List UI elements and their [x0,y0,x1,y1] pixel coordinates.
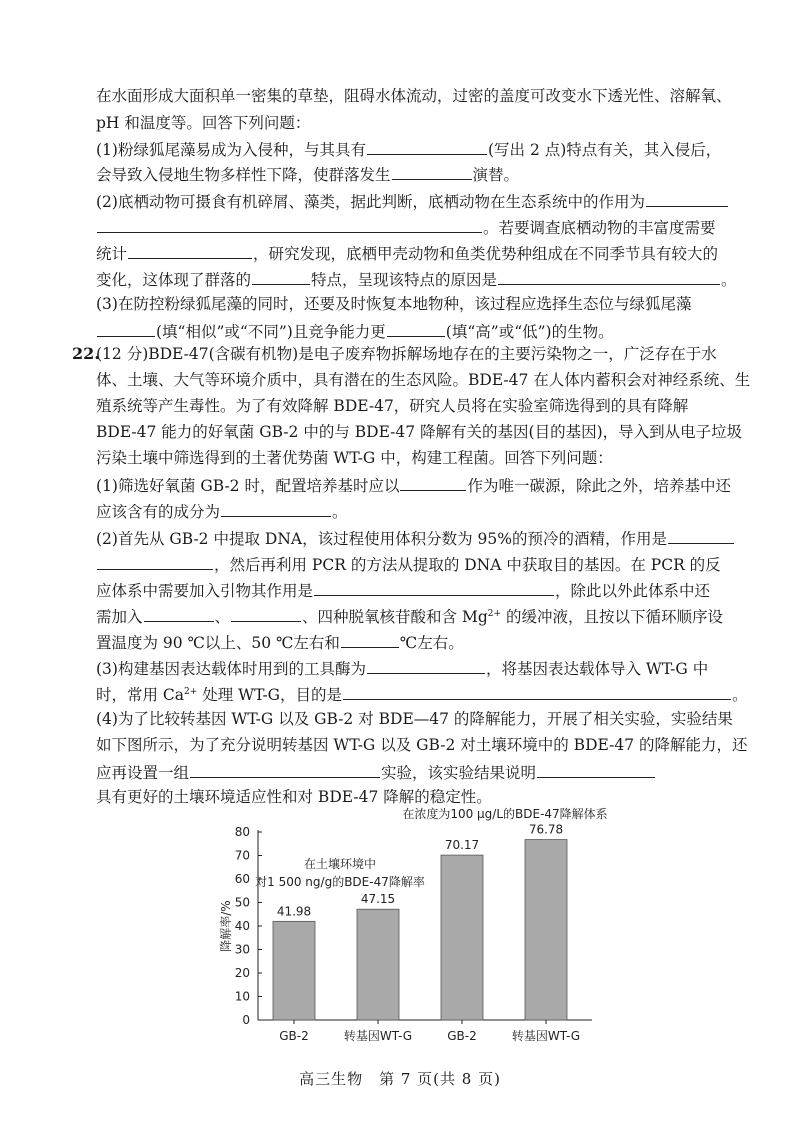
annotation-soil-line2: 对1 500 ng/g的BDE-47降解率 [255,875,425,889]
q22-stem: 殖系统等产生毒性。为了有效降解 BDE-47，研究人员将在实验室筛选得到的具有降解 [96,397,689,415]
y-axis-label: 降解率/% [219,900,233,952]
q22-part1: 应该含有的成分为 。 [96,500,732,522]
x-tick-label: 转基因WT-G [511,1029,581,1043]
q21-part1: 会导致入侵地生物多样性下降，使群落发生 演替。 [96,163,732,185]
q22-part4: 如下图所示，为了充分说明转基因 WT-G 以及 GB-2 对土壤环境中的 BDE-47 的降解能力，还 [96,736,748,754]
bar [525,840,567,1020]
y-tick-label: 70 [234,848,250,863]
data-label: 70.17 [444,838,480,853]
y-tick-label: 0 [242,1013,250,1027]
q22-stem: 体、土壤、大气等环境介质中，具有潜在的生态风险。BDE-47 在人体内蓄积会对神经系统、生 [96,371,751,389]
y-tick-label: 10 [234,989,250,1004]
data-label: 76.78 [528,822,564,837]
q21-part3: (3)在防控粉绿狐尾藻的同时，还要及时恢复本地物种，该过程应选择生态位与绿狐尾藻 [96,295,692,313]
y-tick-label: 50 [234,895,250,910]
x-tick-label: GB-2 [279,1029,309,1043]
x-tick-label: GB-2 [447,1029,477,1043]
q22-part2: 置温度为 90 ℃以上、50 ℃左右和 ℃左右。 [96,631,732,653]
q21-part2: 变化，这体现了群落的 特点，呈现该特点的原因是 。 [96,268,732,290]
y-tick-label: 80 [234,825,250,839]
bar [273,921,315,1020]
bar [357,909,399,1020]
intro-text: pH 和温度等。回答下列问题： [96,114,311,132]
data-label: 41.98 [276,904,312,919]
q22-part4: 应再设置一组 实验，该实验结果说明 [96,761,732,783]
y-tick-label: 20 [234,966,250,980]
y-tick-label: 60 [234,872,250,886]
bar [441,855,483,1020]
q22-part2: 需加入 、 、四种脱氧核苷酸和含 $Mg^{2+}$ 的缓冲液，且按以下循环顺序设 [96,605,732,627]
annotation-system: 在浓度为100 μg/L的BDE-47降解体系 [402,807,608,821]
q22-stem: BDE-47 能力的好氧菌 GB-2 中的与 BDE-47 降解有关的基因(目的基因)，导入到从电子垃圾 [96,423,743,441]
q22-part3: 时，常用 $Ca^{2+}$ 处理 WT-G，目的是 。 [96,683,732,705]
q22-part4: (4)为了比较转基因 WT-G 以及 GB-2 对 BDE—47 的降解能力，开展了相关实验，实验结果 [96,710,733,728]
q21-part1: (1)粉绿狐尾藻易成为入侵种，与其具有 (写出 2 点)特点有关，其入侵后， [96,138,732,160]
x-tick-label: 转基因WT-G [343,1029,413,1043]
q22-part2: ，然后再利用 PCR 的方法从提取的 DNA 中获取目的基因。在 PCR 的反 [96,553,732,575]
y-tick-label: 30 [234,942,250,957]
data-label: 47.15 [360,892,396,907]
q22-stem: (12 分)BDE-47(含碳有机物)是电子废弃物拆解场地存在的主要污染物之一，广泛存在于水 [96,345,717,363]
q21-part2: 。若要调查底栖动物的丰富度需要 [96,216,732,238]
y-tick-label: 40 [234,919,250,933]
q22-part2: (2)首先从 GB-2 中提取 DNA，该过程使用体积分数为 95%的预冷的酒精，作用是 [96,527,732,549]
q22-part2: 应体系中需要加入引物其作用是 ，除此以外此体系中还 [96,579,732,601]
annotation-soil-line1: 在土壤环境中 [303,857,377,871]
q22-part3: (3)构建基因表达载体时用到的工具酶为 ，将基因表达载体导入 WT-G 中 [96,657,732,679]
q22-part4: 具有更好的土壤环境适应性和对 BDE-47 降解的稳定性。 [96,788,492,806]
page-footer: 高三生物 第 7 页(共 8 页) [299,1070,501,1088]
intro-text: 在水面形成大面积单一密集的草垫，阻碍水体流动，过密的盖度可改变水下透光性、溶解氧、 [96,87,732,105]
q21-part3: (填“相似”或“不同”)且竞争能力更 (填“高”或“低”)的生物。 [96,320,732,342]
question-number: 22. [72,344,100,363]
q22-stem: 污染土壤中筛选得到的土著优势菌 WT-G 中，构建工程菌。回答下列问题： [96,449,613,467]
q21-part2: 统计 ，研究发现，底栖甲壳动物和鱼类优势种组成在不同季节具有较大的 [96,242,732,264]
q22-part1: (1)筛选好氧菌 GB-2 时，配置培养基时应以 作为唯一碳源，除此之外，培养基中还 [96,474,732,496]
q21-part2: (2)底栖动物可摄食有机碎屑、藻类，据此判断，底栖动物在生态系统中的作用为 [96,190,732,212]
